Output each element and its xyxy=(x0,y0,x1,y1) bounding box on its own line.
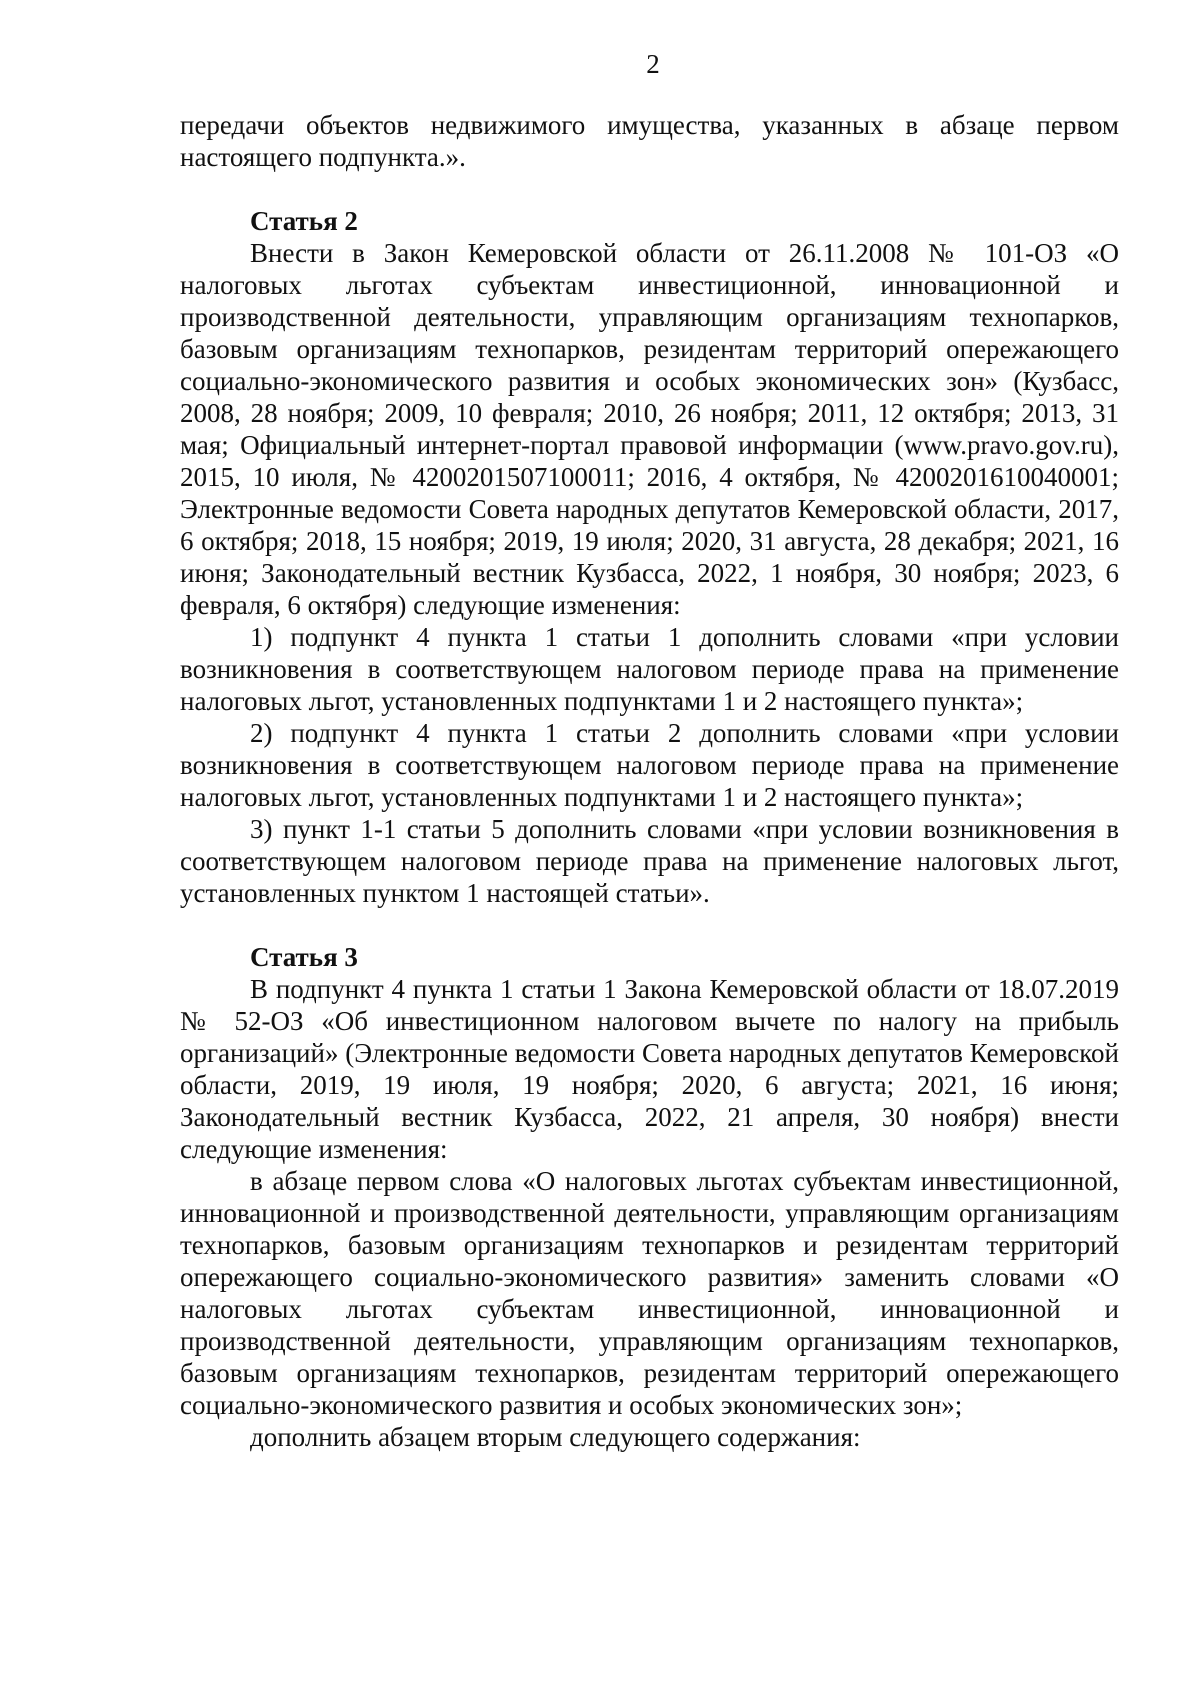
page-number: 2 xyxy=(646,49,660,79)
article-3-paragraph-3: дополнить абзацем вторым следующего содержания: xyxy=(250,1422,861,1452)
document-body xyxy=(180,109,1119,1453)
article-2-heading: Статья 2 xyxy=(250,206,358,236)
article-3-body: В подпункт 4 пункта 1 статьи 1 Закона Кемеровской области от 18.07.2019 № 52-ОЗ «Об инвестиционном налоговом вычете по налогу на прибыль организаций» (Электронные ведомости Совета народных депутатов Кемеровской области, 2019, 19 июля, 19 ноября; 2020, 6 августа; 2021, 16 июня; Законодательный вестник Кузбасса, 2022, 21 апреля, 30 ноября) внести следующие изменения: xyxy=(180,974,1119,1164)
article-2-item-1: 1) подпункт 4 пункта 1 статьи 1 дополнить словами «при условии возникновения в соответствующем налоговом периоде права на применение налоговых льгот, установленных подпунктами 1 и 2 настоящего пункта»; xyxy=(180,622,1119,716)
article-2-body: Внести в Закон Кемеровской области от 26.11.2008 № 101-ОЗ «О налоговых льготах субъектам инвестиционной, инновационной и производственной деятельности, управляющим организациям технопарков, базовым организациям технопарков, резидентам территорий опережающего социально-экономического развития и особых экономических зон» (Кузбасс, 2008, 28 ноября; 2009, 10 февраля; 2010, 26 ноября; 2011, 12 октября; 2013, 31 мая; Официальный интернет-портал правовой информации (www.pravo.gov.ru), 2015, 10 июля, № 4200201507100011; 2016, 4 октября, № 4200201610040001; Электронные ведомости Совета народных депутатов Кемеровской области, 2017, 6 октября; 2018, 15 ноября; 2019, 19 июля; 2020, 31 августа, 28 декабря; 2021, 16 июня; Законодательный вестник Кузбасса, 2022, 1 ноября, 30 ноября; 2023, 6 февраля, 6 октября) следующие изменения: xyxy=(180,238,1119,620)
article-3-heading: Статья 3 xyxy=(250,942,358,972)
article-2-item-3: 3) пункт 1-1 статьи 5 дополнить словами «при условии возникновения в соответствующем налоговом периоде права на применение налоговых льгот, установленных пунктом 1 настоящей статьи». xyxy=(180,814,1119,908)
spacer xyxy=(180,173,1119,205)
article-2-item-2: 2) подпункт 4 пункта 1 статьи 2 дополнить словами «при условии возникновения в соответствующем налоговом периоде права на применение налоговых льгот, установленных подпунктами 1 и 2 настоящего пункта»; xyxy=(180,718,1119,812)
spacer xyxy=(180,909,1119,941)
article-3-paragraph-2: в абзаце первом слова «О налоговых льготах субъектам инвестиционной, инновационной и производственной деятельности, управляющим организациям технопарков, базовым организациям технопарков и резидентам территорий опережающего социально-экономического развития» заменить словами «О налоговых льготах субъектам инвестиционной, инновационной и производственной деятельности, управляющим организациям технопарков, базовым организациям технопарков, резидентам территорий опережающего социально-экономического развития и особых экономических зон»; xyxy=(180,1166,1119,1420)
intro-paragraph: передачи объектов недвижимого имущества, указанных в абзаце первом настоящего подпункта.». xyxy=(180,110,1119,172)
